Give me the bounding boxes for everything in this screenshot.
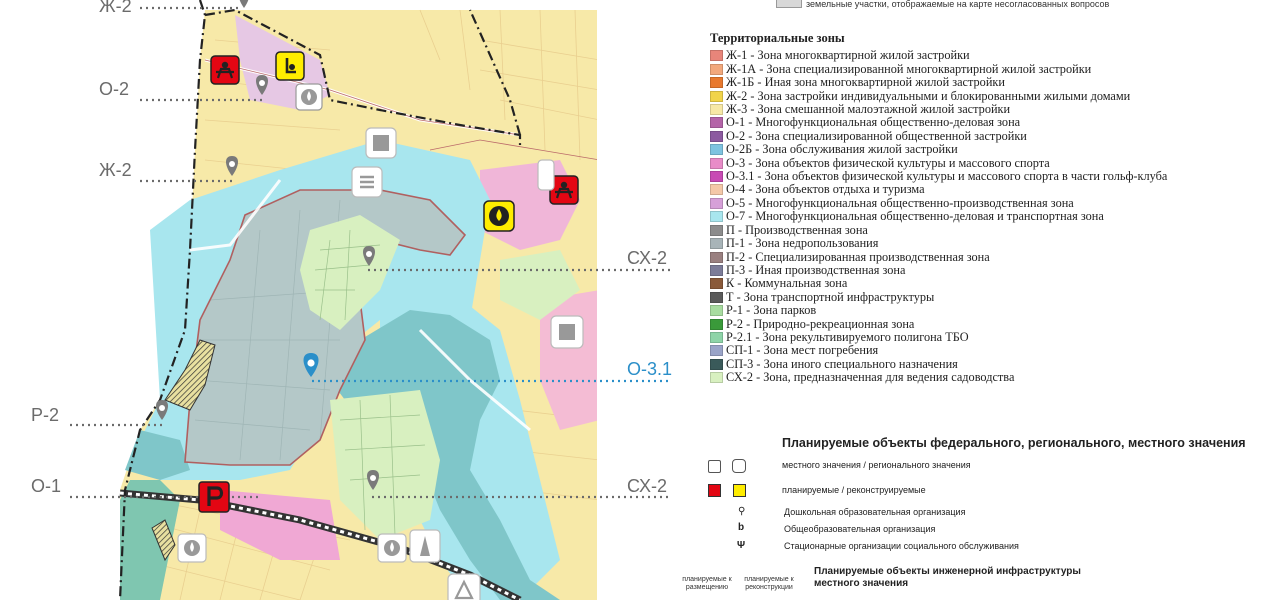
legend-title: Территориальные зоны (710, 31, 845, 45)
zone-label: Ж-1Б - Иная зона многоквартирной жилой застройки (726, 75, 1005, 90)
engineering-objects-title: Планируемые объекты инженерной инфраструктуры местного значения (814, 566, 1081, 589)
zone-label: О-7 - Многофункциональная общественно-деловая и транспортная зона (726, 209, 1104, 224)
zone-legend-item (710, 197, 1074, 211)
zone-label: СП-1 - Зона мест погребения (726, 343, 879, 358)
zone-legend-item (710, 304, 816, 318)
zone-legend-item (710, 291, 934, 305)
zone-legend-item (710, 264, 905, 278)
zone-swatch (710, 372, 723, 383)
zone-swatch (710, 332, 723, 343)
zone-legend-item (710, 170, 1167, 184)
zone-label: П-3 - Иная производственная зона (726, 262, 906, 277)
map-label-o2: О-2 (99, 79, 130, 99)
zone-swatch (710, 64, 723, 75)
zone-label: П-2 - Специализированная производственная зона (726, 249, 990, 264)
substation-icon-grey-east (551, 316, 583, 348)
zone-swatch (710, 144, 723, 155)
container-icon-grey (538, 160, 554, 190)
social-care-legend-text: Стационарные организации социального обслуживания (784, 541, 1019, 551)
zone-label: Р-2 - Природно-рекреационная зона (726, 316, 915, 331)
zone-label: О-1 - Многофункциональная общественно-деловая зона (726, 115, 1021, 130)
zone-legend-item (710, 371, 1014, 385)
local-significance-symbol (708, 460, 721, 473)
boiler-icon-grey (352, 167, 382, 197)
zone-swatch (710, 265, 723, 276)
significance-legend-text: местного значения / регионального значения (782, 460, 971, 470)
eng-col1-header: планируемые к размещению (682, 576, 732, 591)
zone-swatch (710, 211, 723, 222)
eng-col2-header: планируемые к реконструкции (744, 576, 794, 591)
zone-swatch (710, 225, 723, 236)
zone-swatch (710, 131, 723, 142)
planned-red-symbol (708, 484, 721, 497)
preschool-icon-red (211, 56, 239, 84)
zone-legend-item (710, 344, 878, 358)
zone-legend-item (710, 210, 1104, 224)
parking-icon-red (199, 482, 229, 512)
zone-legend-item (710, 103, 1010, 117)
zone-swatch (710, 305, 723, 316)
zone-swatch (710, 117, 723, 128)
map-label-skh2-a: СХ-2 (627, 248, 667, 268)
zone-swatch (710, 104, 723, 115)
zone-label: Ж-1 - Зона многоквартирной жилой застройки (726, 48, 970, 63)
zone-legend-item (710, 76, 1005, 90)
map-label-o31: О-3.1 (627, 359, 673, 379)
zone-legend-item (710, 250, 990, 264)
water-icon-yellow (484, 201, 514, 231)
zone-swatch (710, 345, 723, 356)
zone-swatch (710, 238, 723, 249)
zone-legend-item (710, 223, 868, 237)
zone-swatch (710, 252, 723, 263)
water-icon-grey-south (178, 534, 206, 562)
zone-label: О-5 - Многофункциональная общественно-производственная зона (726, 195, 1074, 210)
zone-label: Т - Зона транспортной инфраструктуры (726, 289, 935, 304)
zone-swatch (710, 184, 723, 195)
zone-label: О-2Б - Зона обслуживания жилой застройки (726, 142, 958, 157)
tower-icon-grey (410, 530, 440, 562)
zone-legend-item (710, 116, 1020, 130)
zone-legend-item (710, 331, 969, 345)
zone-legend-item (710, 49, 970, 63)
zone-label: О-2 - Зона специализированной общественной застройки (726, 128, 1027, 143)
zone-label: СП-3 - Зона иного специального назначения (726, 356, 958, 371)
social-care-icon: Ψ (737, 540, 746, 551)
school-icon-yellow (276, 52, 304, 80)
zone-legend-item (710, 358, 958, 372)
zone-swatch (710, 319, 723, 330)
zone-swatch (710, 292, 723, 303)
regional-significance-symbol (732, 459, 746, 473)
zone-legend-item (710, 277, 847, 291)
map-label-zh2-mid: Ж-2 (99, 160, 132, 180)
planned-status-text: планируемые / реконструируемые (782, 485, 926, 495)
zone-label: Ж-1А - Зона специализированной многоквартирной жилой застройки (726, 61, 1092, 76)
zone-legend-item (710, 62, 1091, 76)
water-icon-grey-south2 (378, 534, 406, 562)
zone-label: К - Коммунальная зона (726, 276, 848, 291)
zone-legend-item (710, 237, 878, 251)
zone-label: Ж-2 - Зона застройки индивидуальными и блокированными жилыми домами (726, 88, 1131, 103)
map-legend (682, 0, 1274, 600)
zone-label: П-1 - Зона недропользования (726, 236, 879, 251)
zone-swatch (710, 91, 723, 102)
zone-legend-item (710, 183, 925, 197)
zone-label: СХ-2 - Зона, предназначенная для ведения садоводства (726, 370, 1015, 385)
zone-label: Р-1 - Зона парков (726, 303, 817, 318)
school-icon: b (738, 522, 745, 533)
preschool-icon: ⚲ (738, 506, 746, 517)
zone-label: Р-2.1 - Зона рекультивируемого полигона ТБО (726, 330, 969, 345)
zone-legend-item (710, 89, 1130, 103)
warning-icon-grey (448, 574, 480, 600)
preschool-legend-text: Дошкольная образовательная организация (784, 507, 966, 517)
planned-objects-title: Планируемые объекты федерального, регионального, местного значения (782, 436, 1246, 450)
zone-legend-item (710, 130, 1027, 144)
legend-top-note: земельные участки, отображаемые на карте несогласованных вопросов (806, 0, 1110, 9)
zone-swatch (710, 158, 723, 169)
zone-swatch (710, 77, 723, 88)
zone-label: О-3 - Зона объектов физической культуры и массового спорта (726, 155, 1050, 170)
zone-legend-item (710, 317, 914, 331)
zone-swatch (710, 278, 723, 289)
legend-top-swatch (776, 0, 802, 8)
zone-swatch (710, 171, 723, 182)
school-legend-text: Общеобразовательная организация (784, 524, 936, 534)
map-label-zh2-top: Ж-2 (99, 0, 132, 16)
zone-label: Ж-3 - Зона смешанной малоэтажной жилой застройки (726, 101, 1011, 116)
zone-swatch (710, 50, 723, 61)
map-label-skh2-b: СХ-2 (627, 476, 667, 496)
reconstructed-yellow-symbol (733, 484, 746, 497)
zone-label: О-3.1 - Зона объектов физической культуры и массового спорта в части гольф-клуба (726, 169, 1168, 184)
map-label-r2: Р-2 (31, 405, 60, 425)
water-icon-grey (296, 84, 322, 110)
zone-swatch (710, 198, 723, 209)
zone-label: П - Производственная зона (726, 222, 868, 237)
map-label-o1: О-1 (31, 476, 62, 496)
zone-legend-item (710, 143, 958, 157)
zone-label: О-4 - Зона объектов отдыха и туризма (726, 182, 925, 197)
zone-swatch (710, 359, 723, 370)
substation-icon-grey (366, 128, 396, 158)
zone-legend-item (710, 156, 1050, 170)
